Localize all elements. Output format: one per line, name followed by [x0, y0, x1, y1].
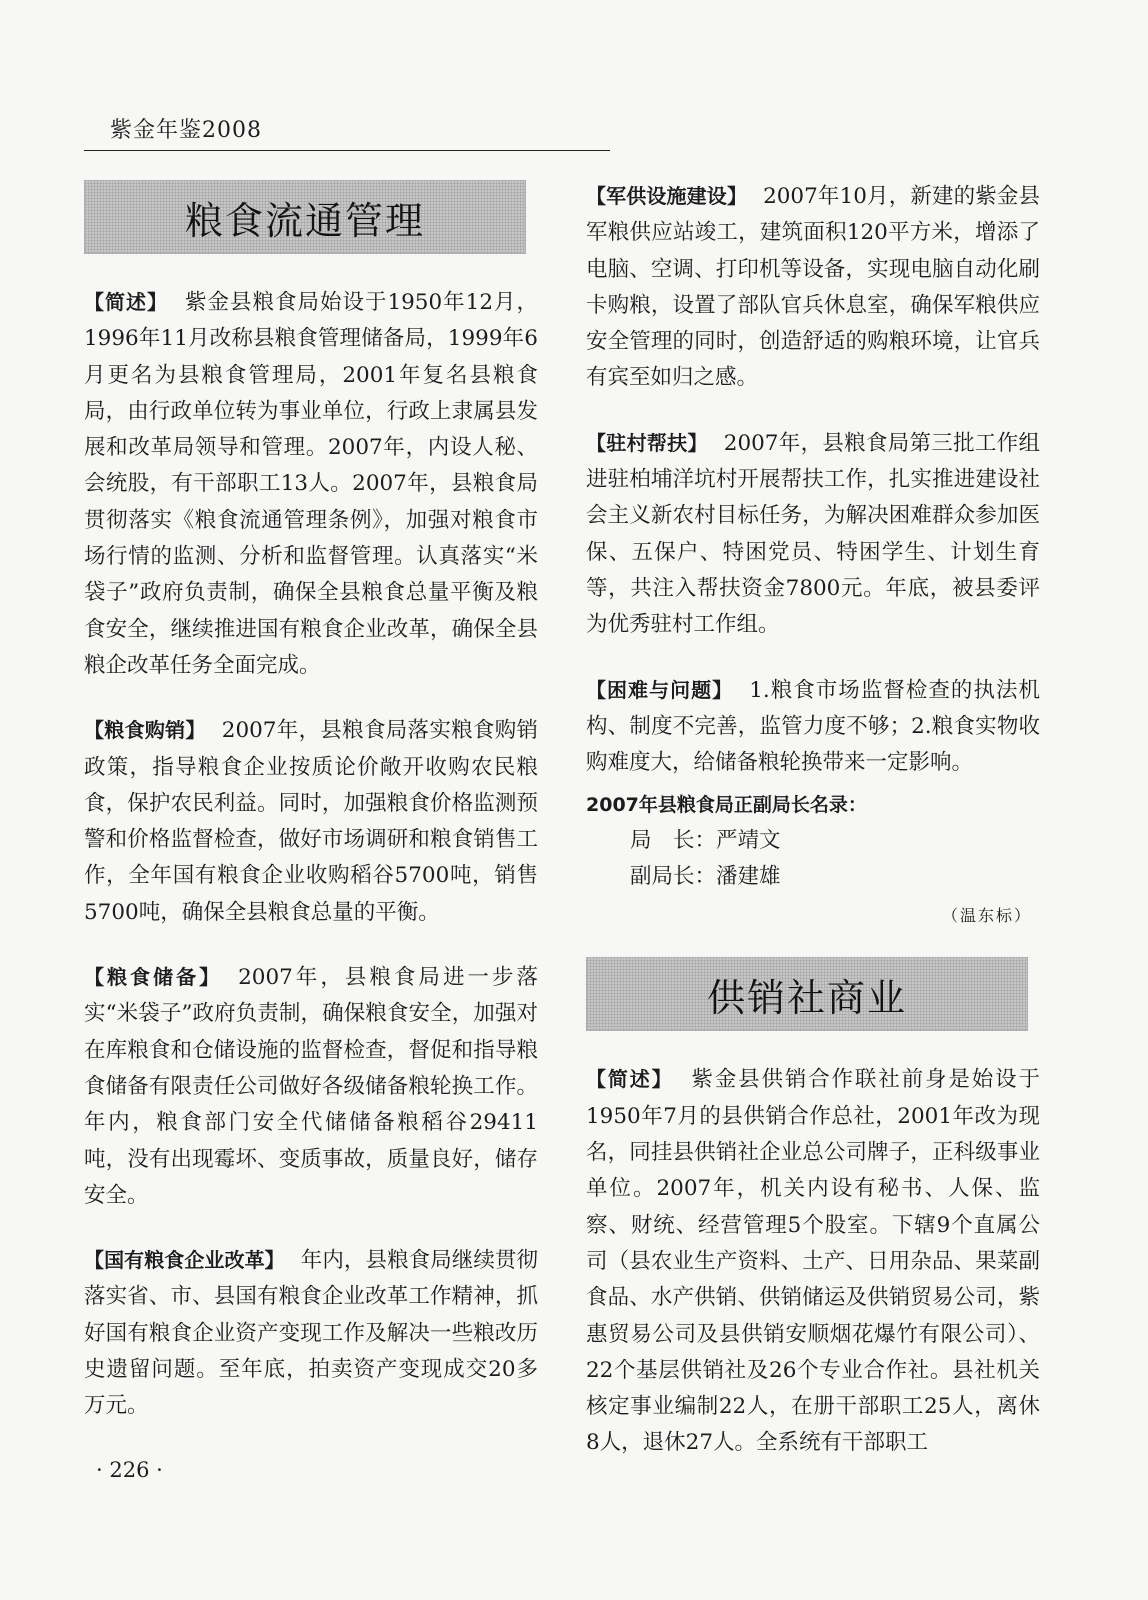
paragraph-text: 2007年，县粮食局第三批工作组进驻柏埔洋坑村开展帮扶工作，扎实推进建设社会主义新农村目标任务，为解决困难群众参加医保、五保户、特困党员、特困学生、计划生育等，共注入帮扶资金7800元。年底，被县委评为优秀驻村工作组。 [586, 430, 1041, 638]
section-title-supply-coop: 供销社商业 [706, 975, 907, 1020]
paragraph-text: 2007年10月，新建的紫金县军粮供应站竣工，建筑面积120平方米，增添了电脑、空调、打印机等设备，实现电脑自动化刷卡购粮，设置了部队官兵休息室，确保军粮供应安全管理的同时，创造舒适的购粮环境，让官兵有宾至如归之感。 [586, 184, 1040, 391]
page-number: · 226 · [96, 1458, 163, 1482]
paragraph-text: 紫金县供销合作联社前身是始设于1950年7月的县供销合作总社，2001年改为现名，同挂县供销社企业总公司牌子，正科级事业单位。2007年，机关内设有秘书、人保、监察、财统、经营管理5个股室。下辖9个直属公司（县农业生产资料、土产、日用杂品、果菜副食品、水产供销、供销储运及供销贸易公司，紫惠贸易公司及县供销安顺烟花爆竹有限公司）、22个基层供销社及26个专业合作社。县社机关核定事业编制22人，在册干部职工25人，离休8人，退休27人。全系统有干部职工 [586, 1067, 1040, 1456]
section-title-grain: 粮食流通管理 [184, 198, 425, 243]
paragraph-text: 2007年，县粮食局进一步落实“米袋子”政府负责制，确保粮食安全，加强对在库粮食和仓储设施的监督检查，督促和指导粮食储备有限责任公司做好各级储备粮轮换工作。年内，粮食部门安全代储储备粮稻谷29411吨，没有出现霉坏、变质事故，质量良好，储存安全。 [84, 965, 539, 1208]
header-rule [84, 150, 610, 151]
section-banner-grain [84, 180, 526, 254]
paragraph-text: 年内，县粮食局继续贯彻落实省、市、县国有粮食企业改革工作精神，抓好国有粮食企业资产变现工作及解决一些粮改历史遗留问题。至年底，拍卖资产变现成交20多万元。 [84, 1248, 538, 1419]
paragraph-text: 1.粮食市场监督检查的执法机构、制度不完善，监管力度不够；2.粮食实物收购难度大，给储备粮轮换带来一定影响。 [586, 677, 1041, 776]
paragraph-label: 【简述】 [84, 290, 168, 314]
paragraph-soe-reform [84, 1242, 538, 1424]
paragraph-label: 【粮食购销】 [84, 718, 206, 743]
left-column [84, 180, 538, 1453]
paragraph-label: 【困难与问题】 [586, 677, 734, 702]
paragraph-coop-overview [586, 1061, 1040, 1461]
paragraph-military-supply [586, 178, 1040, 397]
paragraph-label: 【简述】 [586, 1067, 674, 1092]
right-column [586, 178, 1040, 1490]
paragraph-label: 【驻村帮扶】 [586, 430, 708, 455]
paragraph-text: 紫金县粮食局始设于1950年12月，1996年11月改称县粮食管理储备局，1999年6月更名为县粮食管理局，2001年复名县粮食局，由行政单位转为事业单位，行政上隶属县发展和改革局领导和管理。2007年，内设人秘、会统股，有干部职工13人。2007年，县粮食局贯彻落实《粮食流通管理条例》，加强对粮食市场行情的监测、分析和监督管理。认真落实“米袋子”政府负责制，确保全县粮食总量平衡及粮食安全，继续推进国有粮食企业改革，确保全县粮企改革任务全面完成。 [84, 290, 538, 678]
paragraph-text: 2007年，县粮食局落实粮食购销政策，指导粮食企业按质论价敞开收购农民粮食，保护农民利益。同时，加强粮食价格监测预警和价格监督检查，做好市场调研和粮食销售工作，全年国有粮食企业收购稻谷5700吨，销售5700吨，确保全县粮食总量的平衡。 [84, 718, 539, 925]
paragraph-label: 【军供设施建设】 [586, 184, 748, 208]
paragraph-village-aid [586, 425, 1040, 644]
roster-deputy-director: 副局长：潘建雄 [630, 864, 781, 890]
paragraph-label: 【国有粮食企业改革】 [84, 1248, 285, 1273]
running-head: 紫金年鉴2008 [110, 118, 262, 143]
paragraph-label: 【粮食储备】 [84, 965, 223, 990]
roster-director: 局 长：严靖文 [630, 828, 781, 854]
paragraph-purchase-sales [84, 712, 538, 931]
paragraph-problems [586, 672, 1040, 782]
author-credit: （温东标） [941, 906, 1032, 926]
paragraph-reserve [84, 959, 538, 1214]
paragraph-overview [84, 284, 538, 684]
section-banner-supply-coop [586, 957, 1028, 1031]
roster-heading: 2007年县粮食局正副局长名录： [586, 794, 867, 817]
